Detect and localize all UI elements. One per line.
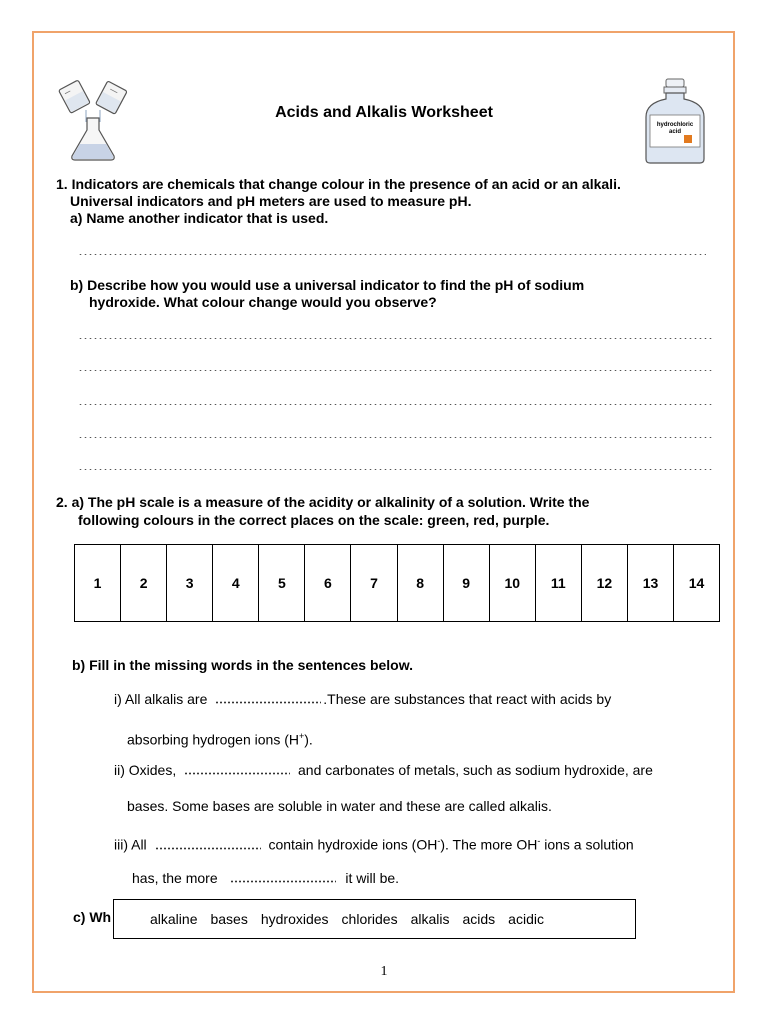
word-bank-item: chlorides [341, 911, 398, 927]
ph-scale-cell[interactable]: 14 [688, 575, 705, 591]
sentence-3-cont [132, 869, 399, 887]
q1b-answer-line-3[interactable] [78, 404, 712, 405]
word-bank-item: acids [462, 911, 496, 927]
q2a-line1: 2. a) The pH scale is a measure of the acidity or alkalinity of a solution. Write the [56, 494, 590, 510]
ph-scale-cell[interactable]: 1 [75, 545, 121, 621]
q1b-answer-line-5[interactable] [78, 469, 712, 470]
sentence-3-sup-1: - [437, 836, 441, 846]
q1a-text: a) Name another indicator that is used. [70, 210, 329, 226]
sentence-3-cont-start: has, the more [132, 870, 218, 886]
sentence-3-end: ions a solution [540, 836, 634, 853]
word-bank-item: alkalis [410, 911, 450, 927]
sentence-1-cont-text: absorbing hydrogen ions (H [127, 731, 299, 748]
word-bank-box [113, 899, 636, 939]
sentence-3-cont-end: it will be. [345, 870, 400, 886]
word-bank-item: alkaline [150, 911, 198, 927]
sentence-2-start: ii) Oxides, [114, 762, 177, 778]
blank-2[interactable] [184, 761, 290, 775]
sentence-1-cont [127, 727, 313, 749]
ph-scale-cell[interactable]: 7 [351, 545, 397, 621]
q1b-line2: hydroxide. What colour change would you observe? [89, 294, 437, 310]
ph-scale-cell[interactable]: 6 [305, 545, 351, 621]
sentence-2-end: and carbonates of metals, such as sodium hydroxide, are [298, 762, 653, 778]
blank-4[interactable] [230, 869, 336, 883]
sentence-2-cont: bases. Some bases are soluble in water and these are called alkalis. [127, 798, 552, 814]
sentence-1-sup: + [299, 731, 305, 741]
q2b-text: b) Fill in the missing words in the sentences below. [72, 657, 413, 673]
bottle-label-line2: acid [668, 129, 681, 135]
ph-scale-cell[interactable]: 5 [259, 545, 305, 621]
sentence-3-mid: contain hydroxide ions (OH [268, 836, 438, 853]
q1-line2: Universal indicators and pH meters are used to measure pH. [70, 193, 472, 209]
page-number: 1 [380, 964, 388, 979]
q1b-line1: b) Describe how you would use a universal indicator to find the pH of sodium [70, 277, 585, 293]
sentence-3-mid2: ). The more OH [440, 836, 538, 853]
ph-scale-cell[interactable]: 13 [628, 545, 674, 621]
q2c-text: c) Wh [73, 909, 112, 925]
bottle-label [650, 122, 700, 136]
q1a-answer-line[interactable] [78, 254, 706, 255]
sentence-1-end: .These are substances that react with acids by [323, 691, 612, 707]
page-title: Acids and Alkalis Worksheet [275, 104, 493, 121]
ph-scale-cell[interactable]: 4 [213, 545, 259, 621]
q1b-answer-line-1[interactable] [78, 338, 712, 339]
sentence-3-sup-2: - [537, 836, 541, 846]
word-bank-item: hydroxides [260, 911, 329, 927]
ph-scale-table [74, 544, 720, 622]
blank-1[interactable] [215, 690, 321, 704]
sentence-3 [114, 832, 634, 854]
ph-scale-cell[interactable]: 2 [121, 545, 167, 621]
sentence-3-start: iii) All [114, 836, 147, 853]
sentence-1 [114, 690, 611, 708]
sentence-1-cont-end: ). [304, 731, 313, 748]
q1b-answer-line-4[interactable] [78, 437, 712, 438]
sentence-1-start: i) All alkalis are [114, 691, 208, 707]
blank-3[interactable] [155, 836, 261, 850]
ph-scale-cell[interactable]: 8 [398, 545, 444, 621]
ph-scale-cell[interactable]: 12 [582, 545, 628, 621]
q2a-line2: following colours in the correct places on the scale: green, red, purple. [78, 512, 550, 528]
sentence-2 [114, 761, 653, 779]
bottle-label-line1: hydrochloric [656, 122, 694, 128]
ph-scale-cell[interactable]: 3 [167, 545, 213, 621]
word-bank-item: bases [210, 911, 248, 927]
ph-scale-cell[interactable]: 10 [490, 545, 536, 621]
q1-line1: 1. Indicators are chemicals that change colour in the presence of an acid or an alkali. [56, 176, 621, 192]
word-bank-item: acidic [508, 911, 544, 927]
q1b-answer-line-2[interactable] [78, 370, 712, 371]
ph-scale-cell[interactable]: 11 [536, 545, 582, 621]
ph-scale-cell[interactable]: 9 [444, 545, 490, 621]
